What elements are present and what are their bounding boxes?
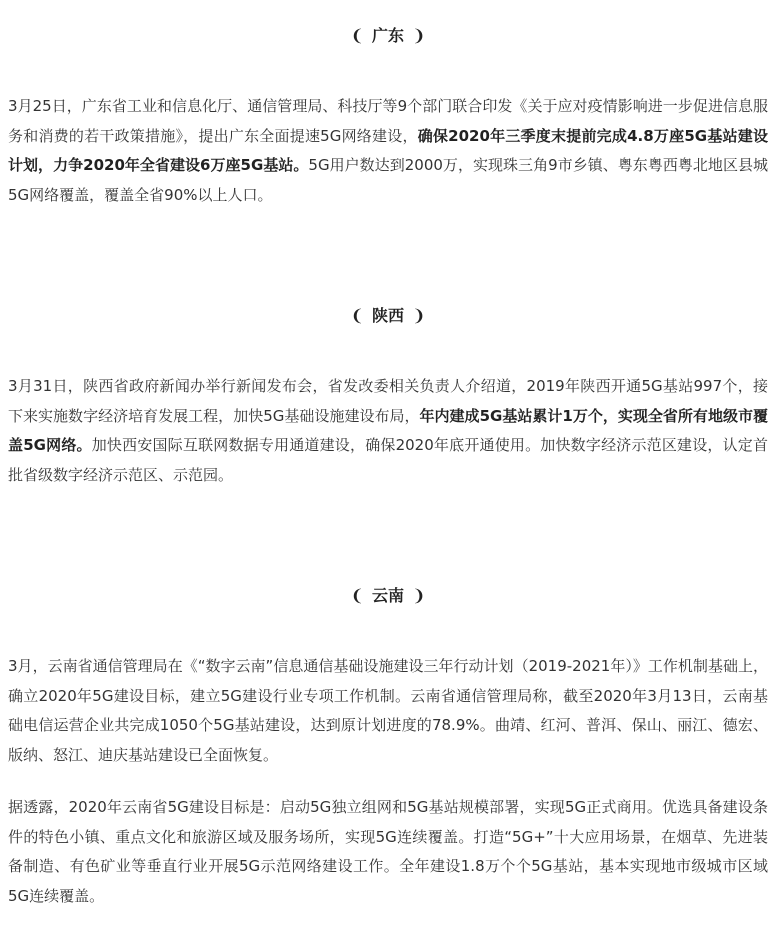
heading-close-bracket: ❩ — [412, 306, 426, 325]
text-run: 3月31日，陕西省政府新闻办举行新闻发布会，省发改委相关负责人介绍道，2019年陕西开通5G基站997个，接下来实施数字经济培育发展工程，加快5G基础设施建设布局， — [8, 377, 768, 425]
bold-text-run: 年内建成5G基站累计1万个，实现全省所有地级市覆盖5G网络。 — [8, 406, 768, 454]
text-run: 3月25日，广东省工业和信息化厅、通信管理局、科技厅等9个部门联合印发《关于应对疫情影响进一步促进信息服务和消费的若干政策措施》，提出广东全面提速5G网络建设， — [8, 97, 768, 145]
heading-open-bracket: ❨ — [350, 306, 364, 325]
paragraph-shaanxi — [8, 372, 768, 490]
text-run: 据透露，2020年云南省5G建设目标是：启动5G独立组网和5G基站规模部署，实现5G正式商用。优选具备建设条件的特色小镇、重点文化和旅游区域及服务场所，实现5G连续覆盖。打造“5G+”十大应用场景，在烟草、先进装备制造、有色矿业等垂直行业开展5G示范网络建设工作。全年建设1.8万个个5G基站，基本实现地市级城市区域5G连续覆盖。 — [8, 798, 768, 905]
section-heading-yunnan — [0, 584, 776, 608]
section-heading-shaanxi — [0, 304, 776, 328]
heading-text: 云南 — [371, 586, 404, 605]
paragraph-yunnan-2 — [8, 793, 768, 911]
heading-open-bracket: ❨ — [350, 586, 364, 605]
heading-close-bracket: ❩ — [412, 586, 426, 605]
heading-text: 广东 — [371, 26, 404, 45]
text-run: 加快西安国际互联网数据专用通道建设，确保2020年底开通使用。加快数字经济示范区建设，认定首批省级数字经济示范区、示范园。 — [8, 436, 768, 484]
bold-text-run: 确保2020年三季度末提前完成4.8万座5G基站建设计划，力争2020年全省建设6万座5G基站。 — [8, 126, 768, 174]
heading-open-bracket: ❨ — [350, 26, 364, 45]
paragraph-yunnan-1 — [8, 652, 768, 770]
heading-text: 陕西 — [371, 306, 404, 325]
text-run: 5G用户数达到2000万，实现珠三角9市乡镇、粤东粤西粤北地区县城5G网络覆盖，覆盖全省90%以上人口。 — [8, 156, 769, 204]
heading-close-bracket: ❩ — [412, 26, 426, 45]
text-run: 3月，云南省通信管理局在《“数字云南”信息通信基础设施建设三年行动计划（2019-2021年）》工作机制基础上，确立2020年5G建设目标，建立5G建设行业专项工作机制。云南省通信管理局称，截至2020年3月13日，云南基础电信运营企业共完成1050个5G基站建设，达到原计划进度的78.9%。曲靖、红河、普洱、保山、丽江、德宏、版纳、怒江、迪庆基站建设已全面恢复。 — [8, 657, 768, 764]
paragraph-guangdong — [8, 92, 768, 210]
section-heading-guangdong — [0, 24, 776, 48]
